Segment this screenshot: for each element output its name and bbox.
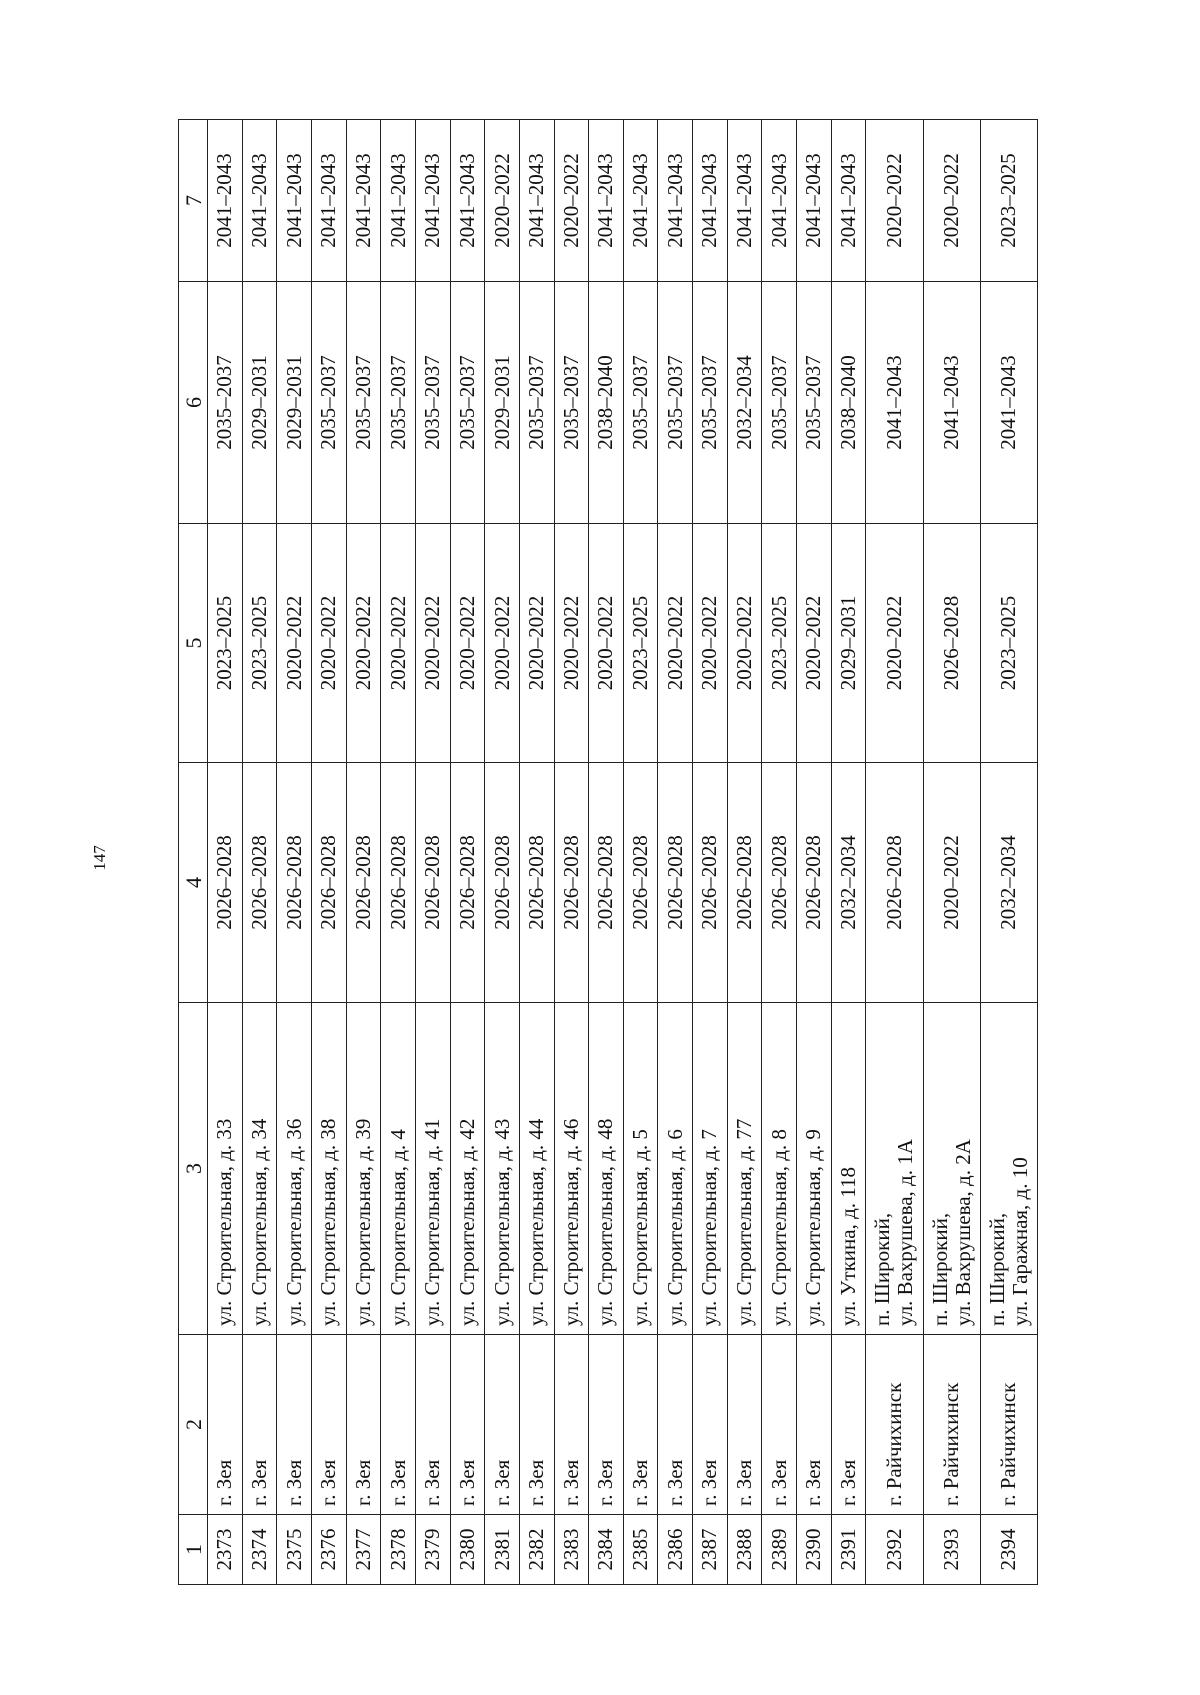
- address-cell: [866, 1003, 923, 1335]
- period-cell-7: 2020–2022: [485, 120, 520, 282]
- period-cell-4: 2032–2034: [980, 763, 1037, 1003]
- period-cell-4: 2026–2028: [277, 763, 312, 1003]
- table-row: [658, 120, 693, 1585]
- row-number-cell: 2373: [208, 1515, 243, 1585]
- period-cell-6: 2035–2037: [797, 282, 832, 524]
- city-cell: г. Зея: [658, 1335, 693, 1515]
- column-header: 1: [179, 1515, 208, 1585]
- period-cell-6: 2035–2037: [762, 282, 797, 524]
- row-number-cell: 2394: [980, 1515, 1037, 1585]
- row-number-cell: 2391: [831, 1515, 866, 1585]
- period-cell-4: 2026–2028: [797, 763, 832, 1003]
- address-cell: [923, 1003, 980, 1335]
- city-cell: г. Зея: [762, 1335, 797, 1515]
- period-cell-5: 2020–2022: [346, 524, 381, 763]
- address-cell: ул. Строительная, д. 7: [693, 1003, 728, 1335]
- address-cell: ул. Строительная, д. 48: [589, 1003, 624, 1335]
- period-cell-7: 2041–2043: [658, 120, 693, 282]
- table-row: [277, 120, 312, 1585]
- period-cell-6: 2041–2043: [980, 282, 1037, 524]
- period-cell-6: 2035–2037: [519, 282, 554, 524]
- address-cell: ул. Строительная, д. 34: [242, 1003, 277, 1335]
- city-cell: г. Зея: [797, 1335, 832, 1515]
- row-number-cell: 2385: [623, 1515, 658, 1585]
- table-row: [381, 120, 416, 1585]
- data-table: [178, 119, 1038, 1585]
- period-cell-4: 2026–2028: [866, 763, 923, 1003]
- rotated-table-container: [178, 120, 1038, 1585]
- row-number-cell: 2379: [415, 1515, 450, 1585]
- period-cell-5: 2020–2022: [381, 524, 416, 763]
- city-cell: г. Зея: [242, 1335, 277, 1515]
- period-cell-7: 2041–2043: [242, 120, 277, 282]
- period-cell-7: 2041–2043: [762, 120, 797, 282]
- period-cell-5: 2020–2022: [415, 524, 450, 763]
- period-cell-6: 2038–2040: [589, 282, 624, 524]
- period-cell-7: 2041–2043: [623, 120, 658, 282]
- period-cell-7: 2041–2043: [831, 120, 866, 282]
- period-cell-6: 2035–2037: [381, 282, 416, 524]
- row-number-cell: 2384: [589, 1515, 624, 1585]
- city-cell: г. Зея: [831, 1335, 866, 1515]
- period-cell-5: 2023–2025: [208, 524, 243, 763]
- table-row: [589, 120, 624, 1585]
- period-cell-6: 2038–2040: [831, 282, 866, 524]
- period-cell-5: 2020–2022: [554, 524, 589, 763]
- address-cell: ул. Строительная, д. 77: [727, 1003, 762, 1335]
- row-number-cell: 2381: [485, 1515, 520, 1585]
- table-row: [866, 120, 923, 1585]
- period-cell-7: 2041–2043: [797, 120, 832, 282]
- table-row: [831, 120, 866, 1585]
- table-row: [554, 120, 589, 1585]
- city-cell: г. Зея: [208, 1335, 243, 1515]
- period-cell-4: 2026–2028: [346, 763, 381, 1003]
- period-cell-7: 2041–2043: [277, 120, 312, 282]
- period-cell-4: 2026–2028: [381, 763, 416, 1003]
- city-cell: г. Зея: [485, 1335, 520, 1515]
- table-row: [346, 120, 381, 1585]
- period-cell-4: 2026–2028: [623, 763, 658, 1003]
- period-cell-4: 2026–2028: [450, 763, 485, 1003]
- period-cell-4: 2026–2028: [415, 763, 450, 1003]
- period-cell-5: 2023–2025: [762, 524, 797, 763]
- address-cell: ул. Строительная, д. 39: [346, 1003, 381, 1335]
- period-cell-5: 2020–2022: [589, 524, 624, 763]
- table-header-row: [179, 120, 208, 1585]
- period-cell-5: 2020–2022: [312, 524, 347, 763]
- period-cell-7: 2041–2043: [208, 120, 243, 282]
- column-header: 2: [179, 1335, 208, 1515]
- city-cell: г. Зея: [727, 1335, 762, 1515]
- table-row: [312, 120, 347, 1585]
- table-row: [923, 120, 980, 1585]
- address-cell: ул. Строительная, д. 6: [658, 1003, 693, 1335]
- period-cell-4: 2026–2028: [693, 763, 728, 1003]
- address-cell: ул. Строительная, д. 8: [762, 1003, 797, 1335]
- period-cell-6: 2035–2037: [208, 282, 243, 524]
- period-cell-6: 2035–2037: [623, 282, 658, 524]
- row-number-cell: 2383: [554, 1515, 589, 1585]
- address-line-2: ул. Вахрушева, д. 1А: [893, 1139, 918, 1326]
- period-cell-7: 2041–2043: [519, 120, 554, 282]
- period-cell-6: 2035–2037: [554, 282, 589, 524]
- column-header: 4: [179, 763, 208, 1003]
- period-cell-7: 2041–2043: [346, 120, 381, 282]
- row-number-cell: 2376: [312, 1515, 347, 1585]
- city-cell: г. Зея: [450, 1335, 485, 1515]
- period-cell-5: 2020–2022: [727, 524, 762, 763]
- address-cell: ул. Строительная, д. 38: [312, 1003, 347, 1335]
- row-number-cell: 2389: [762, 1515, 797, 1585]
- address-cell: [980, 1003, 1037, 1335]
- period-cell-5: 2020–2022: [693, 524, 728, 763]
- period-cell-5: 2020–2022: [797, 524, 832, 763]
- period-cell-5: 2023–2025: [980, 524, 1037, 763]
- period-cell-7: 2041–2043: [693, 120, 728, 282]
- period-cell-5: 2023–2025: [623, 524, 658, 763]
- table-row: [415, 120, 450, 1585]
- city-cell: г. Райчихинск: [866, 1335, 923, 1515]
- period-cell-7: 2041–2043: [450, 120, 485, 282]
- period-cell-4: 2026–2028: [208, 763, 243, 1003]
- period-cell-6: 2035–2037: [346, 282, 381, 524]
- period-cell-7: 2041–2043: [727, 120, 762, 282]
- table-row: [450, 120, 485, 1585]
- city-cell: г. Зея: [554, 1335, 589, 1515]
- period-cell-5: 2020–2022: [519, 524, 554, 763]
- address-cell: ул. Строительная, д. 9: [797, 1003, 832, 1335]
- period-cell-5: 2023–2025: [242, 524, 277, 763]
- table-row: [242, 120, 277, 1585]
- period-cell-4: 2026–2028: [727, 763, 762, 1003]
- table-row: [519, 120, 554, 1585]
- period-cell-6: 2035–2037: [415, 282, 450, 524]
- table-row: [208, 120, 243, 1585]
- table-row: [762, 120, 797, 1585]
- period-cell-4: 2026–2028: [312, 763, 347, 1003]
- table-row: [623, 120, 658, 1585]
- period-cell-4: 2026–2028: [485, 763, 520, 1003]
- period-cell-6: 2035–2037: [658, 282, 693, 524]
- address-cell: ул. Строительная, д. 33: [208, 1003, 243, 1335]
- address-cell: ул. Строительная, д. 42: [450, 1003, 485, 1335]
- period-cell-6: 2029–2031: [242, 282, 277, 524]
- period-cell-4: 2026–2028: [762, 763, 797, 1003]
- row-number-cell: 2378: [381, 1515, 416, 1585]
- table-row: [485, 120, 520, 1585]
- period-cell-6: 2035–2037: [312, 282, 347, 524]
- period-cell-6: 2035–2037: [693, 282, 728, 524]
- column-header: 5: [179, 524, 208, 763]
- city-cell: г. Райчихинск: [923, 1335, 980, 1515]
- row-number-cell: 2392: [866, 1515, 923, 1585]
- table-row: [727, 120, 762, 1585]
- table-row: [797, 120, 832, 1585]
- period-cell-7: 2020–2022: [554, 120, 589, 282]
- period-cell-7: 2041–2043: [381, 120, 416, 282]
- period-cell-5: 2020–2022: [658, 524, 693, 763]
- address-cell: ул. Уткина, д. 118: [831, 1003, 866, 1335]
- address-line-1: п. Широкий,: [984, 1212, 1009, 1326]
- period-cell-5: 2020–2022: [450, 524, 485, 763]
- address-line-1: п. Широкий,: [870, 1212, 895, 1326]
- row-number-cell: 2375: [277, 1515, 312, 1585]
- address-line-1: п. Широкий,: [927, 1212, 952, 1326]
- address-cell: ул. Строительная, д. 36: [277, 1003, 312, 1335]
- period-cell-7: 2023–2025: [980, 120, 1037, 282]
- period-cell-5: 2020–2022: [485, 524, 520, 763]
- period-cell-4: 2020–2022: [923, 763, 980, 1003]
- address-line-2: ул. Гаражная, д. 10: [1007, 1157, 1032, 1326]
- period-cell-4: 2026–2028: [589, 763, 624, 1003]
- city-cell: г. Зея: [381, 1335, 416, 1515]
- period-cell-4: 2026–2028: [554, 763, 589, 1003]
- address-cell: ул. Строительная, д. 46: [554, 1003, 589, 1335]
- city-cell: г. Зея: [589, 1335, 624, 1515]
- row-number-cell: 2377: [346, 1515, 381, 1585]
- address-cell: ул. Строительная, д. 5: [623, 1003, 658, 1335]
- column-header: 6: [179, 282, 208, 524]
- period-cell-5: 2020–2022: [866, 524, 923, 763]
- city-cell: г. Зея: [415, 1335, 450, 1515]
- city-cell: г. Зея: [693, 1335, 728, 1515]
- city-cell: г. Зея: [346, 1335, 381, 1515]
- period-cell-6: 2035–2037: [450, 282, 485, 524]
- row-number-cell: 2388: [727, 1515, 762, 1585]
- row-number-cell: 2382: [519, 1515, 554, 1585]
- period-cell-7: 2020–2022: [923, 120, 980, 282]
- period-cell-6: 2029–2031: [485, 282, 520, 524]
- period-cell-5: 2020–2022: [277, 524, 312, 763]
- page-number: 147: [90, 845, 109, 871]
- period-cell-5: 2026–2028: [923, 524, 980, 763]
- address-cell: ул. Строительная, д. 44: [519, 1003, 554, 1335]
- address-cell: ул. Строительная, д. 43: [485, 1003, 520, 1335]
- city-cell: г. Зея: [312, 1335, 347, 1515]
- city-cell: г. Райчихинск: [980, 1335, 1037, 1515]
- period-cell-5: 2029–2031: [831, 524, 866, 763]
- period-cell-6: 2041–2043: [923, 282, 980, 524]
- period-cell-7: 2041–2043: [415, 120, 450, 282]
- row-number-cell: 2374: [242, 1515, 277, 1585]
- period-cell-6: 2029–2031: [277, 282, 312, 524]
- row-number-cell: 2380: [450, 1515, 485, 1585]
- period-cell-7: 2041–2043: [589, 120, 624, 282]
- row-number-cell: 2390: [797, 1515, 832, 1585]
- period-cell-6: 2041–2043: [866, 282, 923, 524]
- period-cell-4: 2026–2028: [519, 763, 554, 1003]
- period-cell-7: 2020–2022: [866, 120, 923, 282]
- city-cell: г. Зея: [623, 1335, 658, 1515]
- column-header: 7: [179, 120, 208, 282]
- address-line-2: ул. Вахрушева, д. 2А: [950, 1139, 975, 1326]
- period-cell-6: 2032–2034: [727, 282, 762, 524]
- period-cell-7: 2041–2043: [312, 120, 347, 282]
- city-cell: г. Зея: [277, 1335, 312, 1515]
- period-cell-4: 2026–2028: [658, 763, 693, 1003]
- table-row: [693, 120, 728, 1585]
- row-number-cell: 2393: [923, 1515, 980, 1585]
- period-cell-4: 2032–2034: [831, 763, 866, 1003]
- row-number-cell: 2387: [693, 1515, 728, 1585]
- city-cell: г. Зея: [519, 1335, 554, 1515]
- table-row: [980, 120, 1037, 1585]
- period-cell-4: 2026–2028: [242, 763, 277, 1003]
- row-number-cell: 2386: [658, 1515, 693, 1585]
- address-cell: ул. Строительная, д. 41: [415, 1003, 450, 1335]
- address-cell: ул. Строительная, д. 4: [381, 1003, 416, 1335]
- column-header: 3: [179, 1003, 208, 1335]
